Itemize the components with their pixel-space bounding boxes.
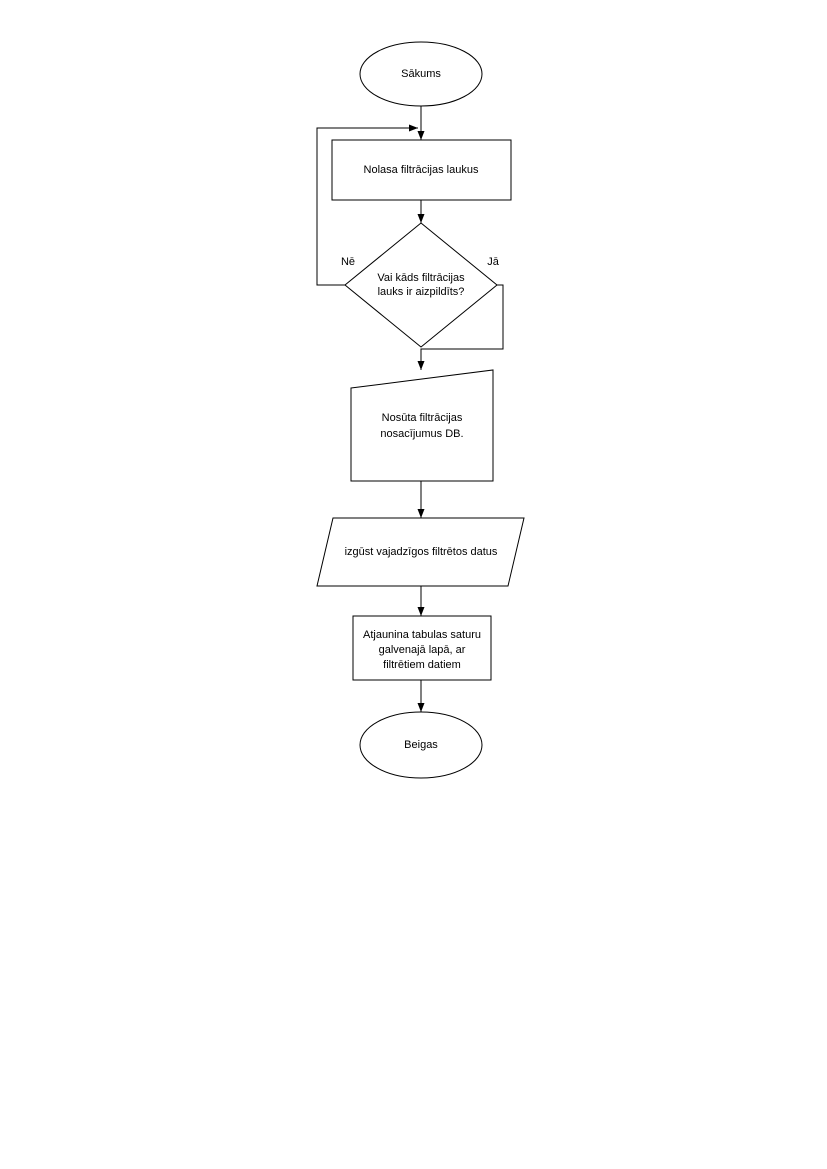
decision-label-line2: lauks ir aizpildīts?	[377, 285, 465, 298]
node-end	[360, 712, 482, 778]
node-update-table	[353, 616, 491, 680]
decision-label-line1: Vai kāds filtrācijas	[377, 271, 465, 284]
update-label-line3: filtrētiem datiem	[383, 658, 461, 671]
node-read-filter-fields	[332, 140, 511, 200]
node-start	[360, 42, 482, 106]
node-decision	[345, 223, 497, 347]
node-send-filter-conditions	[351, 370, 493, 481]
update-label-line2: galvenajā lapā, ar	[378, 643, 466, 656]
send-document-shape	[351, 370, 493, 481]
edge-label-no: Nē	[340, 255, 356, 268]
extract-label: izgūst vajadzīgos filtrētos datus	[344, 545, 498, 558]
read-label: Nolasa filtrācijas laukus	[363, 163, 479, 176]
start-label: Sākums	[401, 67, 441, 80]
node-extract-data	[317, 518, 524, 586]
edge-label-yes: Jā	[487, 255, 499, 268]
update-label-line1: Atjaunina tabulas saturu	[362, 628, 482, 641]
send-label-line2: nosacījumus DB.	[380, 427, 464, 440]
end-label: Beigas	[404, 738, 438, 751]
send-label-line1: Nosūta filtrācijas	[381, 411, 463, 424]
